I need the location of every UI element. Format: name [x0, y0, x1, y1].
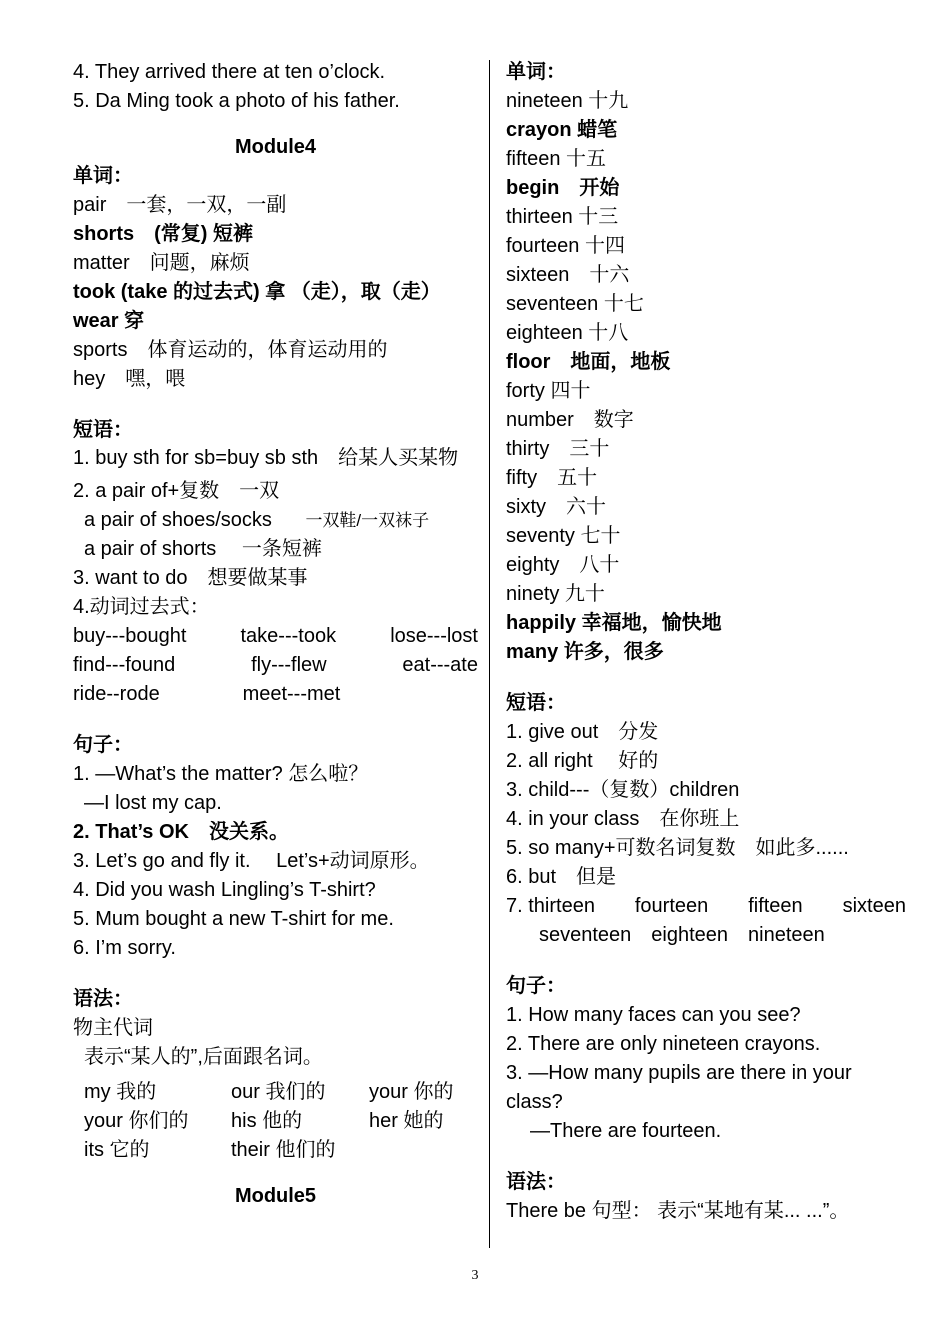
- grammar-line: 物主代词: [73, 1017, 153, 1039]
- vocab-item: crayon 蜡笔: [506, 119, 618, 141]
- sentences-heading: 句子：: [73, 734, 133, 756]
- vocab-item: thirty 三十: [506, 438, 610, 460]
- vocab-item: seventeen 十七: [506, 293, 644, 315]
- vocab-item: pair 一套，一双，一副: [73, 194, 287, 216]
- phrase-item: 2. all right 好的: [506, 750, 659, 772]
- vocab-item: matter 问题，麻烦: [73, 252, 250, 274]
- number-word: fifteen: [748, 895, 803, 917]
- number-word: fourteen: [634, 895, 709, 917]
- number-word: 7. thirteen: [506, 895, 595, 917]
- words-heading: 单词：: [506, 61, 566, 83]
- verb-row: [73, 622, 478, 651]
- verb-form: lose---lost: [390, 625, 478, 647]
- sentence-item: 2. That’s OK 没关系。: [73, 821, 289, 843]
- verb-form: meet---met: [242, 683, 341, 705]
- phrase-item: 4.动词过去式：: [73, 596, 210, 618]
- vocab-item: seventy 七十: [506, 525, 621, 547]
- vocab-item: wear 穿: [73, 310, 145, 332]
- sentence-item: —There are fourteen.: [530, 1120, 722, 1142]
- sentence-item: 2. There are only nineteen crayons.: [506, 1033, 821, 1055]
- grammar-heading: 语法：: [73, 988, 133, 1010]
- verb-form: eat---ate: [402, 654, 478, 676]
- verb-row: [73, 680, 478, 709]
- right-column: [506, 58, 906, 1226]
- phrase-item: 5. so many+可数名词复数 如此多......: [506, 837, 849, 859]
- number-list-row: seventeen eighteen nineteen: [539, 924, 825, 946]
- vocab-item: sports 体育运动的，体育运动用的: [73, 339, 388, 361]
- verb-form: ride--rode: [73, 683, 160, 705]
- verb-row: [73, 651, 478, 680]
- phrase-item: 4. in your class 在你班上: [506, 808, 740, 830]
- vocab-item: hey 嘿，喂: [73, 368, 186, 390]
- vocab-item: eighty 八十: [506, 554, 620, 576]
- pronoun: our 我们的: [231, 1081, 326, 1103]
- vocab-item: took (take 的过去式) 拿 （走），取（走）: [73, 281, 441, 303]
- module5-title: Module5: [234, 1185, 317, 1207]
- vocab-item: floor 地面，地板: [506, 351, 671, 373]
- phrase-item: 1. give out 分发: [506, 721, 659, 743]
- number-list-row: [506, 892, 906, 921]
- left-column: [73, 58, 478, 1211]
- pronoun: their 他们的: [231, 1139, 336, 1161]
- grammar-line: There be 句型： 表示“某地有某... ...”。: [506, 1200, 850, 1222]
- page-number: 3: [471, 1268, 479, 1283]
- vocab-item: sixty 六十: [506, 496, 606, 518]
- sentence-item: 4. Did you wash Lingling’s T-shirt?: [73, 879, 376, 901]
- phrase-example: a pair of shorts 一条短裤: [84, 538, 322, 560]
- verb-form: buy---bought: [73, 625, 187, 647]
- vocab-item: begin 开始: [506, 177, 620, 199]
- column-divider: [489, 60, 490, 1248]
- sentence-item: 6. I’m sorry.: [73, 937, 176, 959]
- pronoun: her 她的: [369, 1110, 444, 1132]
- intro-line: 4. They arrived there at ten o’clock.: [73, 61, 386, 83]
- vocab-item: ninety 九十: [506, 583, 605, 605]
- grammar-line: 表示“某人的”,后面跟名词。: [84, 1046, 323, 1068]
- phrase-example-cn: 一双鞋/一双袜子: [305, 511, 430, 530]
- verb-form: take---took: [240, 625, 337, 647]
- number-word: sixteen: [842, 895, 906, 917]
- sentence-item: 3. —How many pupils are there in your class?: [506, 1062, 852, 1113]
- sentence-item: 1. How many faces can you see?: [506, 1004, 801, 1026]
- pronoun-row: [73, 1107, 478, 1136]
- vocab-item: number 数字: [506, 409, 634, 431]
- phrase-example-en: a pair of shoes/socks: [84, 509, 272, 531]
- sentence-item: 1. —What’s the matter? 怎么啦？: [73, 763, 369, 785]
- pronoun: your 你的: [369, 1081, 454, 1103]
- phrases-heading: 短语：: [506, 692, 566, 714]
- sentence-item: —I lost my cap.: [84, 792, 222, 814]
- verb-form: find---found: [73, 654, 176, 676]
- sentence-item: 5. Mum bought a new T-shirt for me.: [73, 908, 394, 930]
- phrase-item: 3. want to do 想要做某事: [73, 567, 308, 589]
- vocab-item: sixteen 十六: [506, 264, 630, 286]
- vocab-item: happily 幸福地，愉快地: [506, 612, 722, 634]
- pronoun: my 我的: [84, 1081, 157, 1103]
- pronoun-row: [73, 1136, 478, 1165]
- phrase-item: 3. child---（复数）children: [506, 779, 740, 801]
- sentences-heading: 句子：: [506, 975, 566, 997]
- verb-form: fly---flew: [251, 654, 327, 676]
- pronoun-row: [73, 1078, 478, 1107]
- intro-line: 5. Da Ming took a photo of his father.: [73, 90, 400, 112]
- grammar-heading: 语法：: [506, 1171, 566, 1193]
- phrases-heading: 短语：: [73, 419, 133, 441]
- vocab-item: fifty 五十: [506, 467, 598, 489]
- phrase-item: 1. buy sth for sb=buy sb sth 给某人买某物: [73, 447, 459, 469]
- vocab-item: fourteen 十四: [506, 235, 625, 257]
- pronoun: your 你们的: [84, 1110, 189, 1132]
- vocab-item: fifteen 十五: [506, 148, 607, 170]
- phrase-example: [73, 506, 478, 535]
- words-heading: 单词：: [73, 165, 133, 187]
- phrase-item: 2. a pair of+复数 一双: [73, 480, 280, 502]
- vocab-item: eighteen 十八: [506, 322, 629, 344]
- vocab-item: nineteen 十九: [506, 90, 629, 112]
- phrase-item: 6. but 但是: [506, 866, 617, 888]
- vocab-item: thirteen 十三: [506, 206, 619, 228]
- sentence-item: 3. Let’s go and fly it. Let’s+动词原形。: [73, 850, 430, 872]
- pronoun: its 它的: [84, 1139, 150, 1161]
- vocab-item: forty 四十: [506, 380, 591, 402]
- vocab-item: shorts (常复) 短裤: [73, 223, 253, 245]
- vocab-item: many 许多，很多: [506, 641, 664, 663]
- module4-title: Module4: [234, 136, 317, 158]
- pronoun: his 他的: [231, 1110, 303, 1132]
